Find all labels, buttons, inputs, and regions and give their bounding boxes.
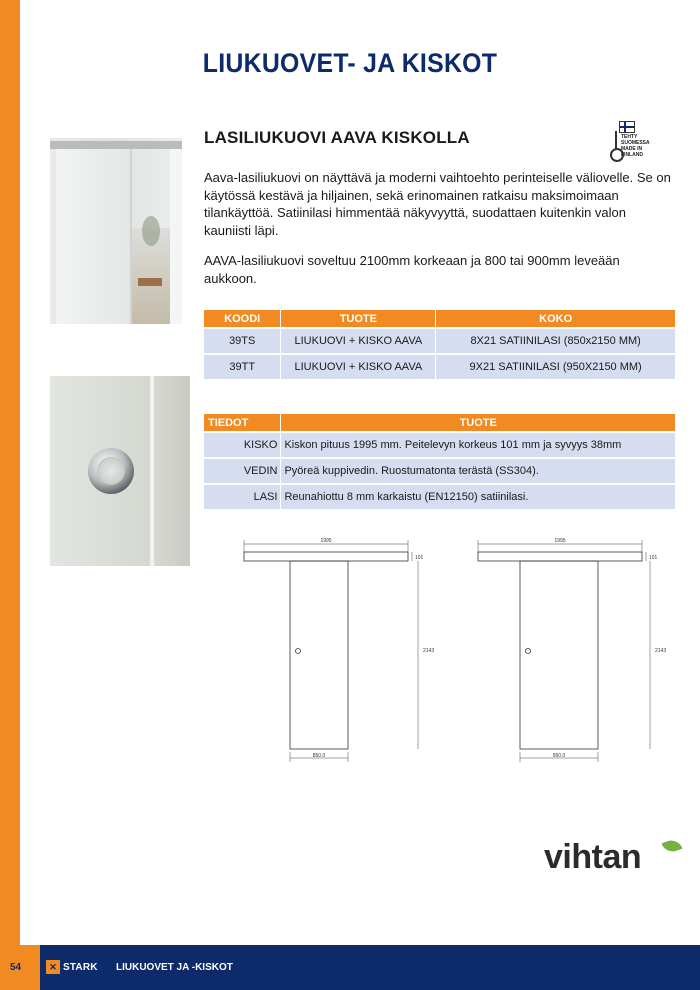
door-height-label: 2143 — [655, 648, 667, 654]
handle-center — [97, 457, 125, 485]
table-row — [204, 432, 676, 458]
handle-photo — [50, 376, 190, 566]
info-table — [204, 414, 676, 509]
door-height-label: 2143 — [423, 648, 435, 654]
leaf-icon — [661, 837, 682, 854]
header-info: TIEDOT — [204, 414, 281, 432]
footer-section-title: LIUKUOVET JA -KISKOT — [116, 962, 233, 973]
door-photo — [50, 138, 182, 324]
header-code: KOODI — [204, 310, 281, 328]
key-stem-icon — [615, 131, 617, 149]
cell-label: VEDIN — [204, 458, 281, 484]
cell-value: Pyöreä kuppivedin. Ruostumatonta terästä (SS304). — [281, 458, 676, 484]
page-footer — [0, 945, 700, 990]
cell-value: Reunahiottu 8 mm karkaistu (EN12150) satiinilasi. — [281, 484, 676, 509]
stark-mark-icon: ✕ — [46, 960, 60, 974]
table-row — [204, 484, 676, 509]
wall-image — [170, 149, 182, 324]
cell-label: KISKO — [204, 432, 281, 458]
description-paragraph: Aava-lasiliukuovi on näyttävä ja moderni vaihtoehto perinteiselle väliovelle. Se on käytössä kestävä ja hiljainen, sekä erinomainen ratkaisu maksimoimaan tilankäyttöä. Satiinilasi himmentää näkyvyyttä, suodattaen kuitenkin valon kauniisti läpi. — [204, 170, 671, 238]
door-width-label: 850.0 — [312, 753, 326, 759]
product-description — [204, 169, 674, 300]
badge-line-1: TEHTY SUOMESSA — [621, 134, 650, 146]
brand-name: vihtan — [544, 838, 642, 876]
plant-image — [142, 216, 160, 246]
technical-drawings — [232, 530, 676, 770]
product-title: LASILIUKUOVI AAVA KISKOLLA — [204, 128, 470, 147]
stark-logo — [46, 960, 98, 974]
cell-label: LASI — [204, 484, 281, 509]
cell-size: 9X21 SATIINILASI (950X2150 MM) — [436, 354, 676, 379]
cell-code: 39TT — [204, 354, 281, 379]
header-product: TUOTE — [281, 414, 676, 432]
cell-size: 8X21 SATIINILASI (850x2150 MM) — [436, 328, 676, 354]
badge-text — [621, 134, 665, 158]
description-paragraph: AAVA-lasiliukuovi soveltuu 2100mm korkeaan ja 800 tai 900mm leveään aukkoon. — [204, 253, 620, 286]
drawing-left — [244, 538, 434, 762]
page-title: LIUKUOVET- JA KISKOT — [202, 48, 498, 78]
vihtan-logo — [544, 838, 684, 880]
header-product: TUOTE — [281, 310, 436, 328]
table-row — [204, 458, 676, 484]
table-row — [204, 328, 676, 354]
left-accent-bar — [0, 0, 20, 945]
products-table — [204, 310, 676, 379]
cell-product: LIUKUOVI + KISKO AAVA — [281, 354, 436, 379]
table-row — [204, 354, 676, 379]
table-header-row — [204, 414, 676, 432]
glass-door-image — [56, 149, 132, 324]
drawing-right — [478, 538, 666, 762]
made-in-finland-badge — [607, 118, 665, 162]
cell-code: 39TS — [204, 328, 281, 354]
badge-line-2: MADE IN FINLAND — [621, 146, 643, 158]
door-width-label: 950.0 — [552, 753, 566, 759]
rail-height-label: 101 — [649, 555, 658, 561]
rail-length-label: 1995 — [320, 538, 332, 544]
header-size: KOKO — [436, 310, 676, 328]
finland-flag-icon — [619, 121, 635, 133]
wall-image — [154, 376, 190, 566]
cell-value: Kiskon pituus 1995 mm. Peitelevyn korkeus 101 mm ja syvyys 38mm — [281, 432, 676, 458]
rail-height-label: 101 — [415, 555, 424, 561]
rail-length-label: 1995 — [554, 538, 566, 544]
stark-logo-text: STARK — [63, 961, 98, 973]
shelf-image — [138, 278, 162, 286]
cell-product: LIUKUOVI + KISKO AAVA — [281, 328, 436, 354]
table-header-row — [204, 310, 676, 328]
page-number: 54 — [10, 962, 22, 973]
rail-image — [50, 141, 182, 149]
